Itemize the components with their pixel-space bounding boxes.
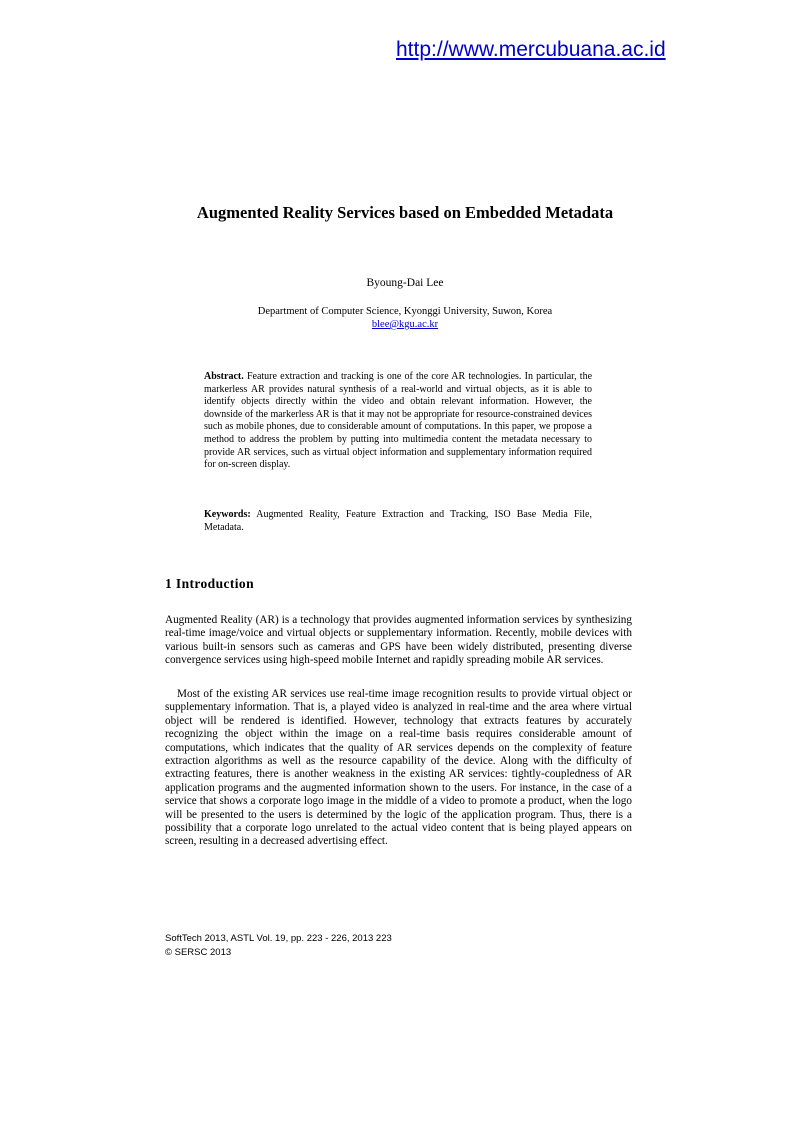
introduction-paragraph-1: Augmented Reality (AR) is a technology that provides augmented information services by synthesizing real-time image/voice and virtual objects or supplementary information. Recently, mobile devices with various built-in sensors such as cameras and GPS have been widely distributed, presenting diverse convergence services using high-speed mobile Internet and rapidly spreading mobile AR services. [165,614,632,667]
keywords-label: Keywords: [204,509,251,520]
keywords-text: Augmented Reality, Feature Extraction and Tracking, ISO Base Media File, Metadata. [204,509,592,533]
introduction-paragraph-2: Most of the existing AR services use real-time image recognition results to provide virtual object or supplementary information. That is, a played video is analyzed in real-time and the area where virtual object will be rendered is identified. However, technology that extracts features by accurately recognizing the object within the image on a real-time basis requires considerable amount of computations, which indicates that the quality of AR services depends on the complexity of feature extraction algorithms as well as the resource capability of the device. Along with the difficulty of extracting features, there is another weakness in the existing AR services: tightly-coupledness of AR application programs and the augmented information shown to the users. For instance, in the case of a service that shows a corporate logo image in the middle of a video to promote a product, when the logo will be presented to the users is determined by the logic of the application program. Thus, there is a possibility that a corporate logo unrelated to the actual video content that is being played appears on screen, resulting in a decreased advertising effect. [165,688,632,848]
header-url-link[interactable]: http://www.mercubuana.ac.id [396,38,666,61]
abstract [204,371,592,472]
section-heading-introduction: 1 Introduction [165,576,254,591]
paper-title: Augmented Reality Services based on Embedded Metadata [196,203,614,222]
abstract-label: Abstract. [204,371,244,382]
author-affiliation-block [150,305,660,331]
author-affiliation: Department of Computer Science, Kyonggi University, Suwon, Korea [257,306,553,317]
keywords [204,509,592,534]
abstract-text: Feature extraction and tracking is one of the core AR technologies. In particular, the markerless AR provides natural synthesis of a real-world and virtual objects, as it is able to identify objects directly within the video and obtain relevant information. However, the downside of the markerless AR is that it may not be appropriate for resource-constrained devices such as mobile phones, due to considerable amount of computations. In this paper, we propose a method to address the problem by putting into multimedia content the metadata necessary to provide AR services, such as virtual object information and supplementary information required for on-screen display. [204,371,593,471]
footer-citation: SoftTech 2013, ASTL Vol. 19, pp. 223 - 226, 2013 223 [165,933,392,944]
author-name: Byoung-Dai Lee [366,277,444,289]
author-email-link[interactable]: blee@kgu.ac.kr [371,319,439,330]
page-footer [165,932,392,960]
footer-copyright: © SERSC 2013 [165,947,232,958]
